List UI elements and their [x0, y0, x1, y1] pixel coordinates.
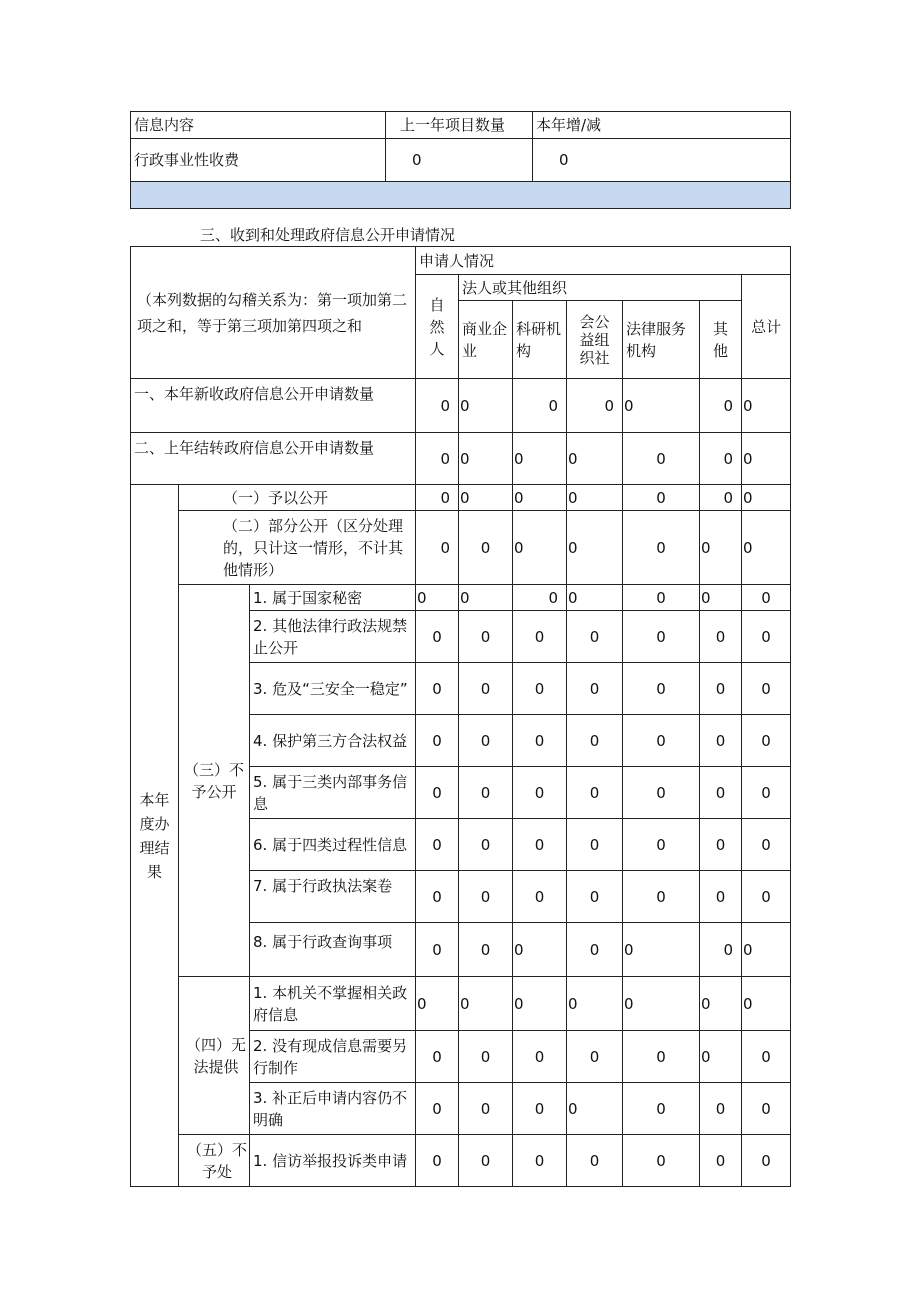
cell-value: 0 — [513, 819, 567, 871]
legal-group-header: 法人或其他组织 — [459, 275, 742, 301]
cell-value: 0 — [416, 1083, 459, 1135]
cell-value: 0 — [742, 1083, 791, 1135]
cell-value: 0 — [623, 923, 700, 977]
cell-value: 0 — [513, 923, 567, 977]
cell-value: 0 — [742, 767, 791, 819]
applicant-header: 申请人情况 — [416, 247, 791, 275]
not-processed-item: 1. 信访举报投诉类申请 — [250, 1135, 416, 1187]
cell-value: 0 — [567, 923, 623, 977]
cell-value: 0 — [567, 663, 623, 715]
cell-value: 0 — [416, 923, 459, 977]
cell-value: 0 — [700, 663, 742, 715]
cell-value: 0 — [700, 585, 742, 611]
group-not-open: （三）不予公开 — [179, 585, 250, 977]
header-prev-count: 上一年项目数量 — [386, 112, 533, 139]
group-not-processed: （五）不予处 — [179, 1135, 250, 1187]
row-new-label: 一、本年新收政府信息公开申请数量 — [131, 379, 416, 433]
fee-table — [130, 111, 791, 209]
cell-value: 0 — [513, 871, 567, 923]
cell-value: 0 — [416, 1135, 459, 1187]
cell-value: 0 — [623, 819, 700, 871]
cell-value: 0 — [459, 433, 513, 485]
row-carry-label: 二、上年结转政府信息公开申请数量 — [131, 433, 416, 485]
col-business: 商业企业 — [459, 301, 513, 379]
cell-value: 0 — [567, 819, 623, 871]
group-unavailable: （四）无法提供 — [179, 977, 250, 1135]
cell-value: 0 — [513, 715, 567, 767]
cell-value: 0 — [742, 819, 791, 871]
cell-value: 0 — [700, 819, 742, 871]
cell-value: 0 — [416, 585, 459, 611]
cell-value: 0 — [459, 611, 513, 663]
col-natural: 自然人 — [416, 275, 459, 379]
cell-value: 0 — [700, 611, 742, 663]
cell-value: 0 — [416, 977, 459, 1031]
cell-value: 0 — [513, 379, 567, 433]
cell-value: 0 — [513, 767, 567, 819]
cell-value: 0 — [513, 433, 567, 485]
cell-value: 0 — [513, 663, 567, 715]
cell-value: 0 — [623, 585, 700, 611]
cell-value: 0 — [700, 923, 742, 977]
cell-value: 0 — [623, 871, 700, 923]
cell-value: 0 — [700, 485, 742, 511]
cell-value: 0 — [416, 871, 459, 923]
header-change: 本年增/减 — [533, 112, 791, 139]
cell-value: 0 — [513, 1083, 567, 1135]
cell-value: 0 — [416, 663, 459, 715]
cell-value: 0 — [459, 379, 513, 433]
cell-value: 0 — [623, 1083, 700, 1135]
cell-value: 0 — [567, 767, 623, 819]
reason-item: 4. 保护第三方合法权益 — [250, 715, 416, 767]
cell-value: 0 — [567, 611, 623, 663]
cell-value: 0 — [700, 871, 742, 923]
cell-value: 0 — [567, 977, 623, 1031]
application-table — [130, 246, 791, 1187]
cell-value: 0 — [459, 1083, 513, 1135]
cell-value: 0 — [416, 379, 459, 433]
group-open: （一）予以公开 — [179, 485, 416, 511]
cell-value: 0 — [513, 511, 567, 585]
cell-value: 0 — [459, 585, 513, 611]
cell-value: 0 — [459, 663, 513, 715]
cell-value: 0 — [567, 1083, 623, 1135]
cell-value: 0 — [459, 977, 513, 1031]
cell-value: 0 — [416, 819, 459, 871]
cell-value: 0 — [513, 977, 567, 1031]
cell-value: 0 — [459, 871, 513, 923]
cell-value: 0 — [742, 977, 791, 1031]
reason-item: 2. 其他法律行政法规禁止公开 — [250, 611, 416, 663]
col-legal: 法律服务机构 — [623, 301, 700, 379]
cell-value: 0 — [567, 379, 623, 433]
cell-value: 0 — [623, 663, 700, 715]
cell-value: 0 — [567, 1031, 623, 1083]
unavailable-item: 2. 没有现成信息需要另行制作 — [250, 1031, 416, 1083]
cell-value: 0 — [623, 379, 700, 433]
note-cell: （本列数据的勾稽关系为：第一项加第二项之和，等于第三项加第四项之和 — [131, 247, 416, 379]
cell-value: 0 — [700, 977, 742, 1031]
cell-value: 0 — [742, 611, 791, 663]
cell-value: 0 — [700, 511, 742, 585]
result-label: 本年度办理结果 — [131, 485, 179, 1187]
reason-item: 5. 属于三类内部事务信息 — [250, 767, 416, 819]
cell-value: 0 — [742, 511, 791, 585]
fee-change-value: 0 — [533, 139, 791, 182]
cell-value: 0 — [623, 767, 700, 819]
cell-value: 0 — [623, 611, 700, 663]
cell-value: 0 — [742, 1031, 791, 1083]
reason-item: 8. 属于行政查询事项 — [250, 923, 416, 977]
fee-prev-value: 0 — [386, 139, 533, 182]
cell-value: 0 — [742, 715, 791, 767]
reason-item: 1. 属于国家秘密 — [250, 585, 416, 611]
col-public: 会公益组织社 — [567, 301, 623, 379]
cell-value: 0 — [513, 1135, 567, 1187]
cell-value: 0 — [459, 819, 513, 871]
cell-value: 0 — [416, 511, 459, 585]
cell-value: 0 — [459, 923, 513, 977]
cell-value: 0 — [567, 715, 623, 767]
cell-value: 0 — [567, 433, 623, 485]
cell-value: 0 — [742, 1135, 791, 1187]
cell-value: 0 — [567, 511, 623, 585]
cell-value: 0 — [700, 433, 742, 485]
col-research: 科研机构 — [513, 301, 567, 379]
cell-value: 0 — [416, 767, 459, 819]
cell-value: 0 — [623, 715, 700, 767]
cell-value: 0 — [567, 585, 623, 611]
reason-item: 6. 属于四类过程性信息 — [250, 819, 416, 871]
cell-value: 0 — [459, 485, 513, 511]
cell-value: 0 — [700, 1031, 742, 1083]
group-partial: （二）部分公开（区分处理的，只计这一情形，不计其他情形） — [179, 511, 416, 585]
cell-value: 0 — [416, 611, 459, 663]
cell-value: 0 — [623, 977, 700, 1031]
cell-value: 0 — [742, 433, 791, 485]
cell-value: 0 — [623, 433, 700, 485]
cell-value: 0 — [742, 379, 791, 433]
unavailable-item: 3. 补正后申请内容仍不明确 — [250, 1083, 416, 1135]
cell-value: 0 — [742, 663, 791, 715]
cell-value: 0 — [459, 767, 513, 819]
cell-value: 0 — [513, 485, 567, 511]
cell-value: 0 — [742, 871, 791, 923]
cell-value: 0 — [459, 1135, 513, 1187]
cell-value: 0 — [623, 511, 700, 585]
reason-item: 7. 属于行政执法案卷 — [250, 871, 416, 923]
cell-value: 0 — [416, 715, 459, 767]
cell-value: 0 — [623, 485, 700, 511]
cell-value: 0 — [513, 1031, 567, 1083]
header-info-content: 信息内容 — [131, 112, 386, 139]
cell-value: 0 — [416, 433, 459, 485]
cell-value: 0 — [459, 1031, 513, 1083]
cell-value: 0 — [623, 1135, 700, 1187]
cell-value: 0 — [459, 715, 513, 767]
cell-value: 0 — [459, 511, 513, 585]
cell-value: 0 — [416, 1031, 459, 1083]
fee-label: 行政事业性收费 — [131, 139, 386, 182]
cell-value: 0 — [700, 1083, 742, 1135]
cell-value: 0 — [742, 485, 791, 511]
col-other: 其他 — [700, 301, 742, 379]
cell-value: 0 — [513, 611, 567, 663]
cell-value: 0 — [567, 485, 623, 511]
cell-value: 0 — [700, 767, 742, 819]
cell-value: 0 — [623, 1031, 700, 1083]
cell-value: 0 — [567, 1135, 623, 1187]
unavailable-item: 1. 本机关不掌握相关政府信息 — [250, 977, 416, 1031]
cell-value: 0 — [567, 871, 623, 923]
section-heading: 三、收到和处理政府信息公开申请情况 — [200, 226, 456, 244]
cell-value: 0 — [742, 585, 791, 611]
cell-value: 0 — [416, 485, 459, 511]
cell-value: 0 — [742, 923, 791, 977]
cell-value: 0 — [513, 585, 567, 611]
highlight-band — [131, 182, 791, 209]
col-total: 总计 — [742, 275, 791, 379]
cell-value: 0 — [700, 1135, 742, 1187]
reason-item: 3. 危及“三安全一稳定” — [250, 663, 416, 715]
cell-value: 0 — [700, 379, 742, 433]
cell-value: 0 — [700, 715, 742, 767]
